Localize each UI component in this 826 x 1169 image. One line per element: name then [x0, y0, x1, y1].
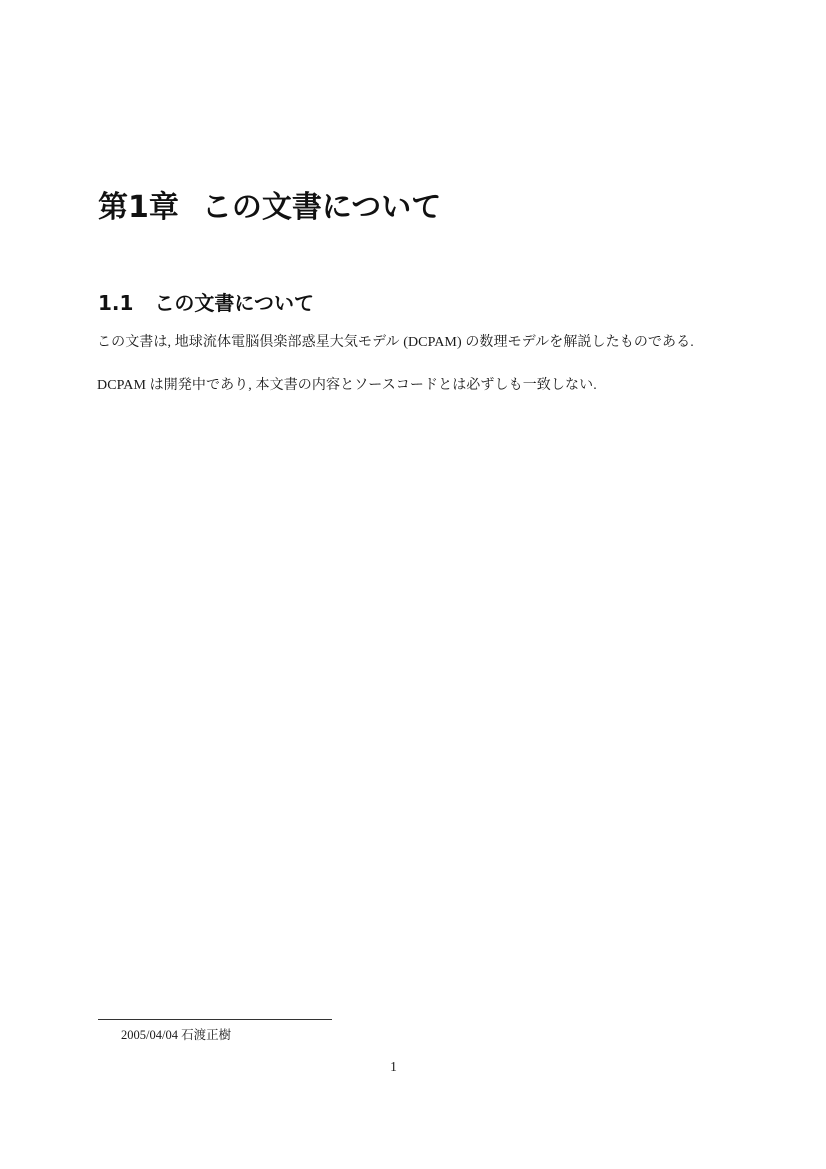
- chapter-number: 第1章: [98, 190, 179, 225]
- section-heading: [98, 291, 698, 315]
- page-number: 1: [390, 1059, 397, 1074]
- chapter-title: この文書について: [201, 190, 442, 225]
- footnote-rule: [98, 1019, 332, 1020]
- section-number: 1.1: [98, 291, 134, 315]
- section-title: この文書について: [154, 291, 315, 315]
- footnote-text: 2005/04/04 石渡正樹: [121, 1028, 232, 1042]
- chapter-heading: [98, 190, 698, 226]
- body-paragraph-1: この文書は, 地球流体電脳倶楽部惑星大気モデル (DCPAM) の数理モデルを解説したものである.: [97, 335, 694, 350]
- body-paragraph-2: DCPAM は開発中であり, 本文書の内容とソースコードとは必ずしも一致しない.: [97, 378, 597, 393]
